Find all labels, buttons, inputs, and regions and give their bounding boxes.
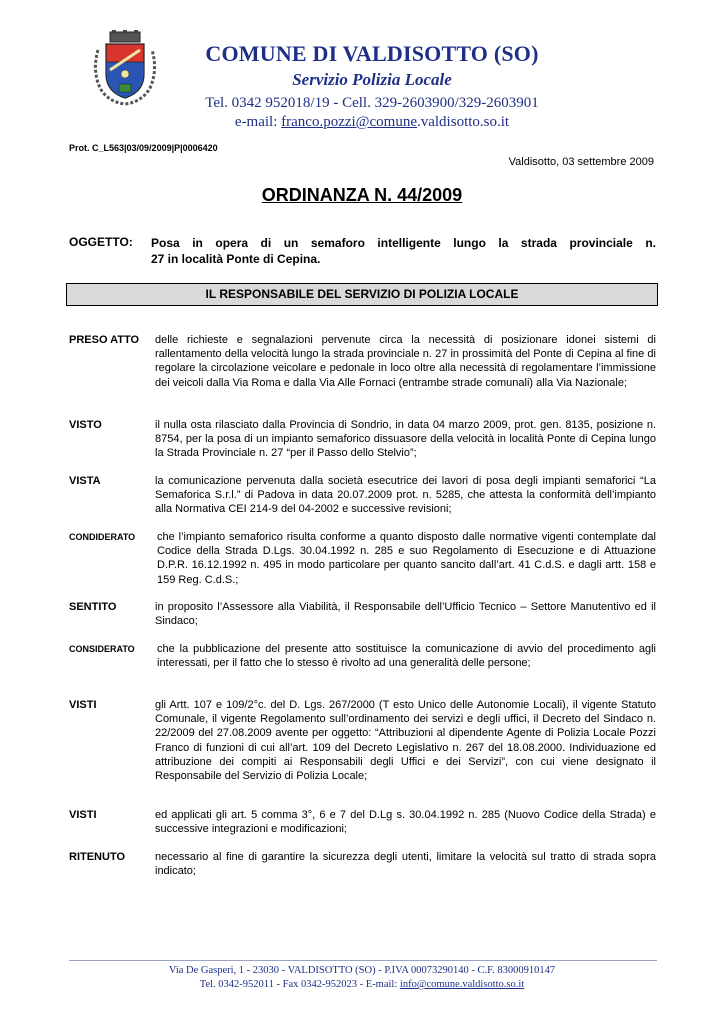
footer-address: Via De Gasperi, 1 - 23030 - VALDISOTTO (SO) - P.IVA 00073290140 - C.F. 83000910147: [168, 965, 556, 976]
footer-divider: [69, 960, 657, 961]
entry-label: VISTI: [69, 809, 97, 821]
entry-vista: [69, 474, 656, 517]
footer-phone-fax: Tel. 0342-952011 - Fax 0342-952023 - E-mail:: [199, 979, 400, 990]
entry-text: ed applicati gli art. 5 comma 3°, 6 e 7 del D.Lg s. 30.04.1992 n. 285 (Nuovo Codice della Strada) e successive integrazioni e modificazioni;: [155, 809, 656, 836]
entry-ritenuto: [69, 850, 656, 878]
subject-text: [151, 235, 656, 267]
protocol-number: Prot. C_L563|03/09/2009|P|0006420: [69, 143, 218, 153]
entry-visti-2: [69, 808, 656, 836]
entry-text: la comunicazione pervenuta dalla società esecutrice dei lavori di posa degli impianti semaforici “La Semaforica S.r.l.” di Padova in data 20.07.2009 prot. n. 5285, che attesta la conformità dell’impianto alla Normativa CEI 214-9 del 04-2002 e successive revisioni;: [155, 475, 656, 516]
email-suffix: .valdisotto.so.it: [416, 114, 510, 130]
subject-line-2: 27 in località Ponte di Cepina.: [151, 252, 321, 266]
entry-condiderato: [69, 530, 656, 587]
entry-label: VISTI: [69, 699, 97, 711]
municipality-title: COMUNE DI VALDISOTTO (SO): [205, 41, 539, 66]
responsible-heading: IL RESPONSABILE DEL SERVIZIO DI POLIZIA LOCALE: [66, 283, 658, 306]
service-subtitle: Servizio Polizia Locale: [292, 70, 452, 89]
email-line: [160, 113, 584, 132]
entry-label: SENTITO: [69, 601, 117, 613]
entry-preso-atto: [69, 333, 656, 390]
footer: [0, 964, 724, 992]
entry-sentito: [69, 600, 656, 628]
entry-text: necessario al fine di garantire la sicurezza degli utenti, limitare la velocità sul tratto di strada sopra indicato;: [155, 851, 656, 878]
entry-considerato: [69, 642, 656, 670]
subject-line-1: Posa in opera di un semaforo intelligente lungo la strada provinciale n.: [151, 236, 656, 250]
phone-line: Tel. 0342 952018/19 - Cell. 329-2603900/329-2603901: [205, 95, 539, 111]
entry-text: il nulla osta rilasciato dalla Provincia di Sondrio, in data 04 marzo 2009, prot. gen. 8135, posizione n. 8754, per la posa di un impianto semaforico dissuasore della velocità in località Ponte di Cepina lungo la Strada Provinciale n. 27 “per il Passo dello Stelvio”;: [155, 419, 656, 460]
entry-visto: [69, 418, 656, 461]
document-date: Valdisotto, 03 settembre 2009: [508, 156, 654, 168]
entry-label: PRESO ATTO: [69, 334, 140, 346]
entry-text: che l’impianto semaforico risulta conforme a quanto disposto dalle normative vigenti contemplate dal Codice della Strada D.Lgs. 30.04.1992 n. 285 e suo Regolamento di Esecuzione e di Attuazione D.P.R. 16.12.1992 n. 495 in modo particolare per quanto sancito dall’art. 41 C.d.S. e dagli artt. 158 e 159 Reg. C.d.S.;: [157, 531, 656, 586]
email-prefix: e-mail:: [234, 114, 282, 130]
letterhead: [160, 42, 584, 132]
entry-label: CONDIDERATO: [69, 532, 136, 542]
footer-contacts: [0, 978, 724, 992]
municipal-crest-icon: [92, 30, 158, 106]
footer-email-link[interactable]: info@comune.valdisotto.so.it: [399, 979, 525, 990]
entry-label: RITENUTO: [69, 851, 126, 863]
entry-label: CONSIDERATO: [69, 644, 135, 654]
email-link[interactable]: franco.pozzi@comune: [281, 114, 417, 130]
entry-text: in proposito l’Assessore alla Viabilità, il Responsabile dell’Ufficio Tecnico – Settore Manutentivo ed il Sindaco;: [155, 601, 656, 628]
entry-text: delle richieste e segnalazioni pervenute circa la necessità di posizionare idonei sistemi di rallentamento della velocità lungo la strada provinciale n. 27 in prossimità del Ponte di Cepina al fine di regolare la circolazione veicolare e pedonale in loco oltre alla necessità di regolamentare l’immissione dei veicoli dalla Via Roma e dalla Via Alle Fornaci (entrambe strade comunali) alla Via Nazionale;: [155, 334, 656, 389]
ordinance-title: ORDINANZA N. 44/2009: [261, 185, 463, 205]
entry-visti-1: [69, 698, 656, 783]
entry-label: VISTO: [69, 419, 102, 431]
entry-label: VISTA: [69, 475, 101, 487]
subject-label: OGGETTO:: [69, 235, 133, 249]
entry-text: che la pubblicazione del presente atto sostituisce la comunicazione di avvio del procedimento agli interessati, per il fatto che lo stesso è rivolto ad una generalità delle persone;: [157, 643, 656, 670]
entry-text: gli Artt. 107 e 109/2°c. del D. Lgs. 267/2000 (T esto Unico delle Autonomie Locali), il vigente Statuto Comunale, il vigente Regolamento sull’ordinamento dei servizi e degli uffici, il Decreto del Sindaco n. 22/2009 del 27.08.2009 avente per oggetto: “Attribuzioni al dipendente Agente di Polizia Locale Pozzi Franco di funzioni di cui all’art. 109 del Decreto Legislativo n. 267 del 18.08.2000. Individuazione ed attribuzione dei compiti ai Responsabili degli Uffici e dei Servizi”, con cui viene designato il Responsabile del Servizio di Polizia Locale;: [155, 699, 656, 783]
